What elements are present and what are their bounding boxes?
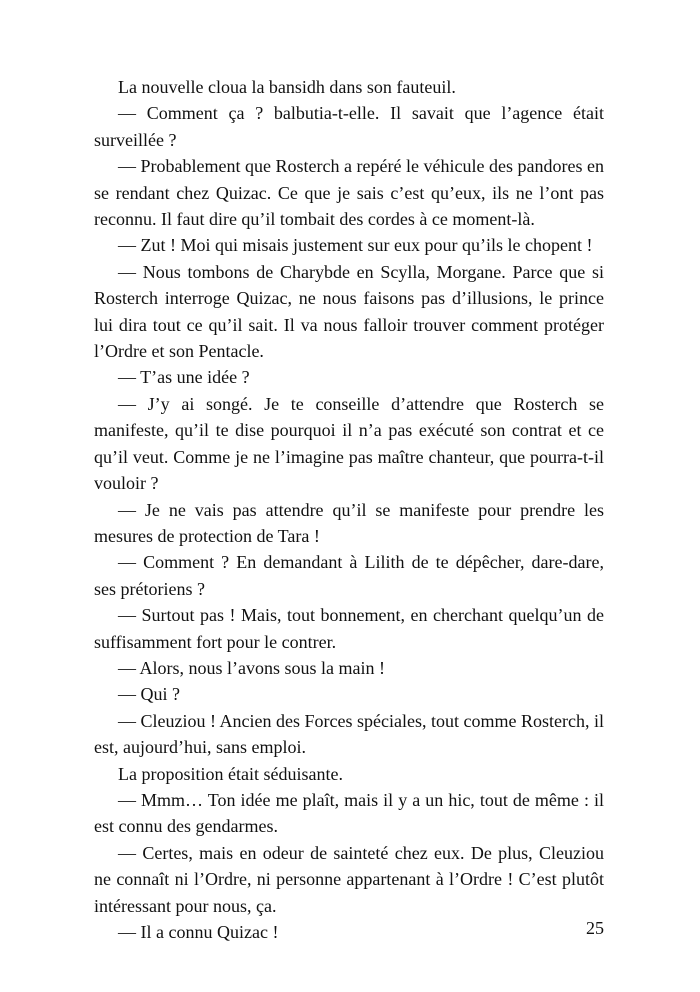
paragraph-6: — T’as une idée ? [118, 367, 250, 388]
paragraph-17: — Il a connu Quizac ! [118, 922, 279, 942]
paragraph-7: — J’y ai songé. Je te conseille d’attendre que Rosterch se manifeste, qu’il te dise pourquoi il n’a pas exécuté son contrat et ce qu’il veut. Comme je ne l’imagine pas maître chanteur, que pourra-t-il vouloir ? [94, 393, 604, 494]
page-number: 25 [586, 918, 604, 938]
paragraph-14: La proposition était séduisante. [118, 763, 343, 784]
paragraph-15: — Mmm… Ton idée me plaît, mais il y a un hic, tout de même : il est connu des gendarmes. [94, 789, 604, 837]
paragraph-3: — Probablement que Rosterch a repéré le véhicule des pandores en se rendant chez Quizac. Ce que je sais c’est qu’eux, ils ne l’ont pas reconnu. Il faut dire qu’il tombait des cordes à ce moment-là. [94, 156, 604, 230]
paragraph-4: — Zut ! Moi qui misais justement sur eux pour qu’ils le chopent ! [118, 235, 593, 256]
paragraph-5: — Nous tombons de Charybde en Scylla, Morgane. Parce que si Rosterch interroge Quizac, ne nous faisons pas d’illusions, le prince lui dira tout ce qu’il sait. Il va nous falloir trouver comment protéger l’Ordre et son Pentacle. [94, 261, 604, 362]
paragraph-9: — Comment ? En demandant à Lilith de te dépêcher, dare-dare, ses prétoriens ? [94, 552, 604, 599]
paragraph-8: — Je ne vais pas attendre qu’il se manifeste pour prendre les mesures de protection de Tara ! [94, 499, 604, 546]
paragraph-11: — Alors, nous l’avons sous la main ! [118, 657, 385, 678]
paragraph-12: — Qui ? [118, 684, 180, 705]
paragraph-16: — Certes, mais en odeur de sainteté chez eux. De plus, Cleuziou ne connaît ni l’Ordre, ni personne appartenant à l’Ordre ! C’est plutôt intéressant pour nous, ça. [94, 842, 604, 916]
paragraph-10: — Surtout pas ! Mais, tout bonnement, en cherchant quelqu’un de suffisamment fort pour le contrer. [94, 605, 604, 652]
paragraph-13: — Cleuziou ! Ancien des Forces spéciales, tout comme Rosterch, il est, aujourd’hui, sans emploi. [94, 710, 604, 758]
body-text [94, 74, 604, 945]
paragraph-2: — Comment ça ? balbutia-t-elle. Il savait que l’agence était surveillée ? [94, 103, 604, 150]
paragraph-1: La nouvelle cloua la bansidh dans son fauteuil. [118, 77, 456, 97]
